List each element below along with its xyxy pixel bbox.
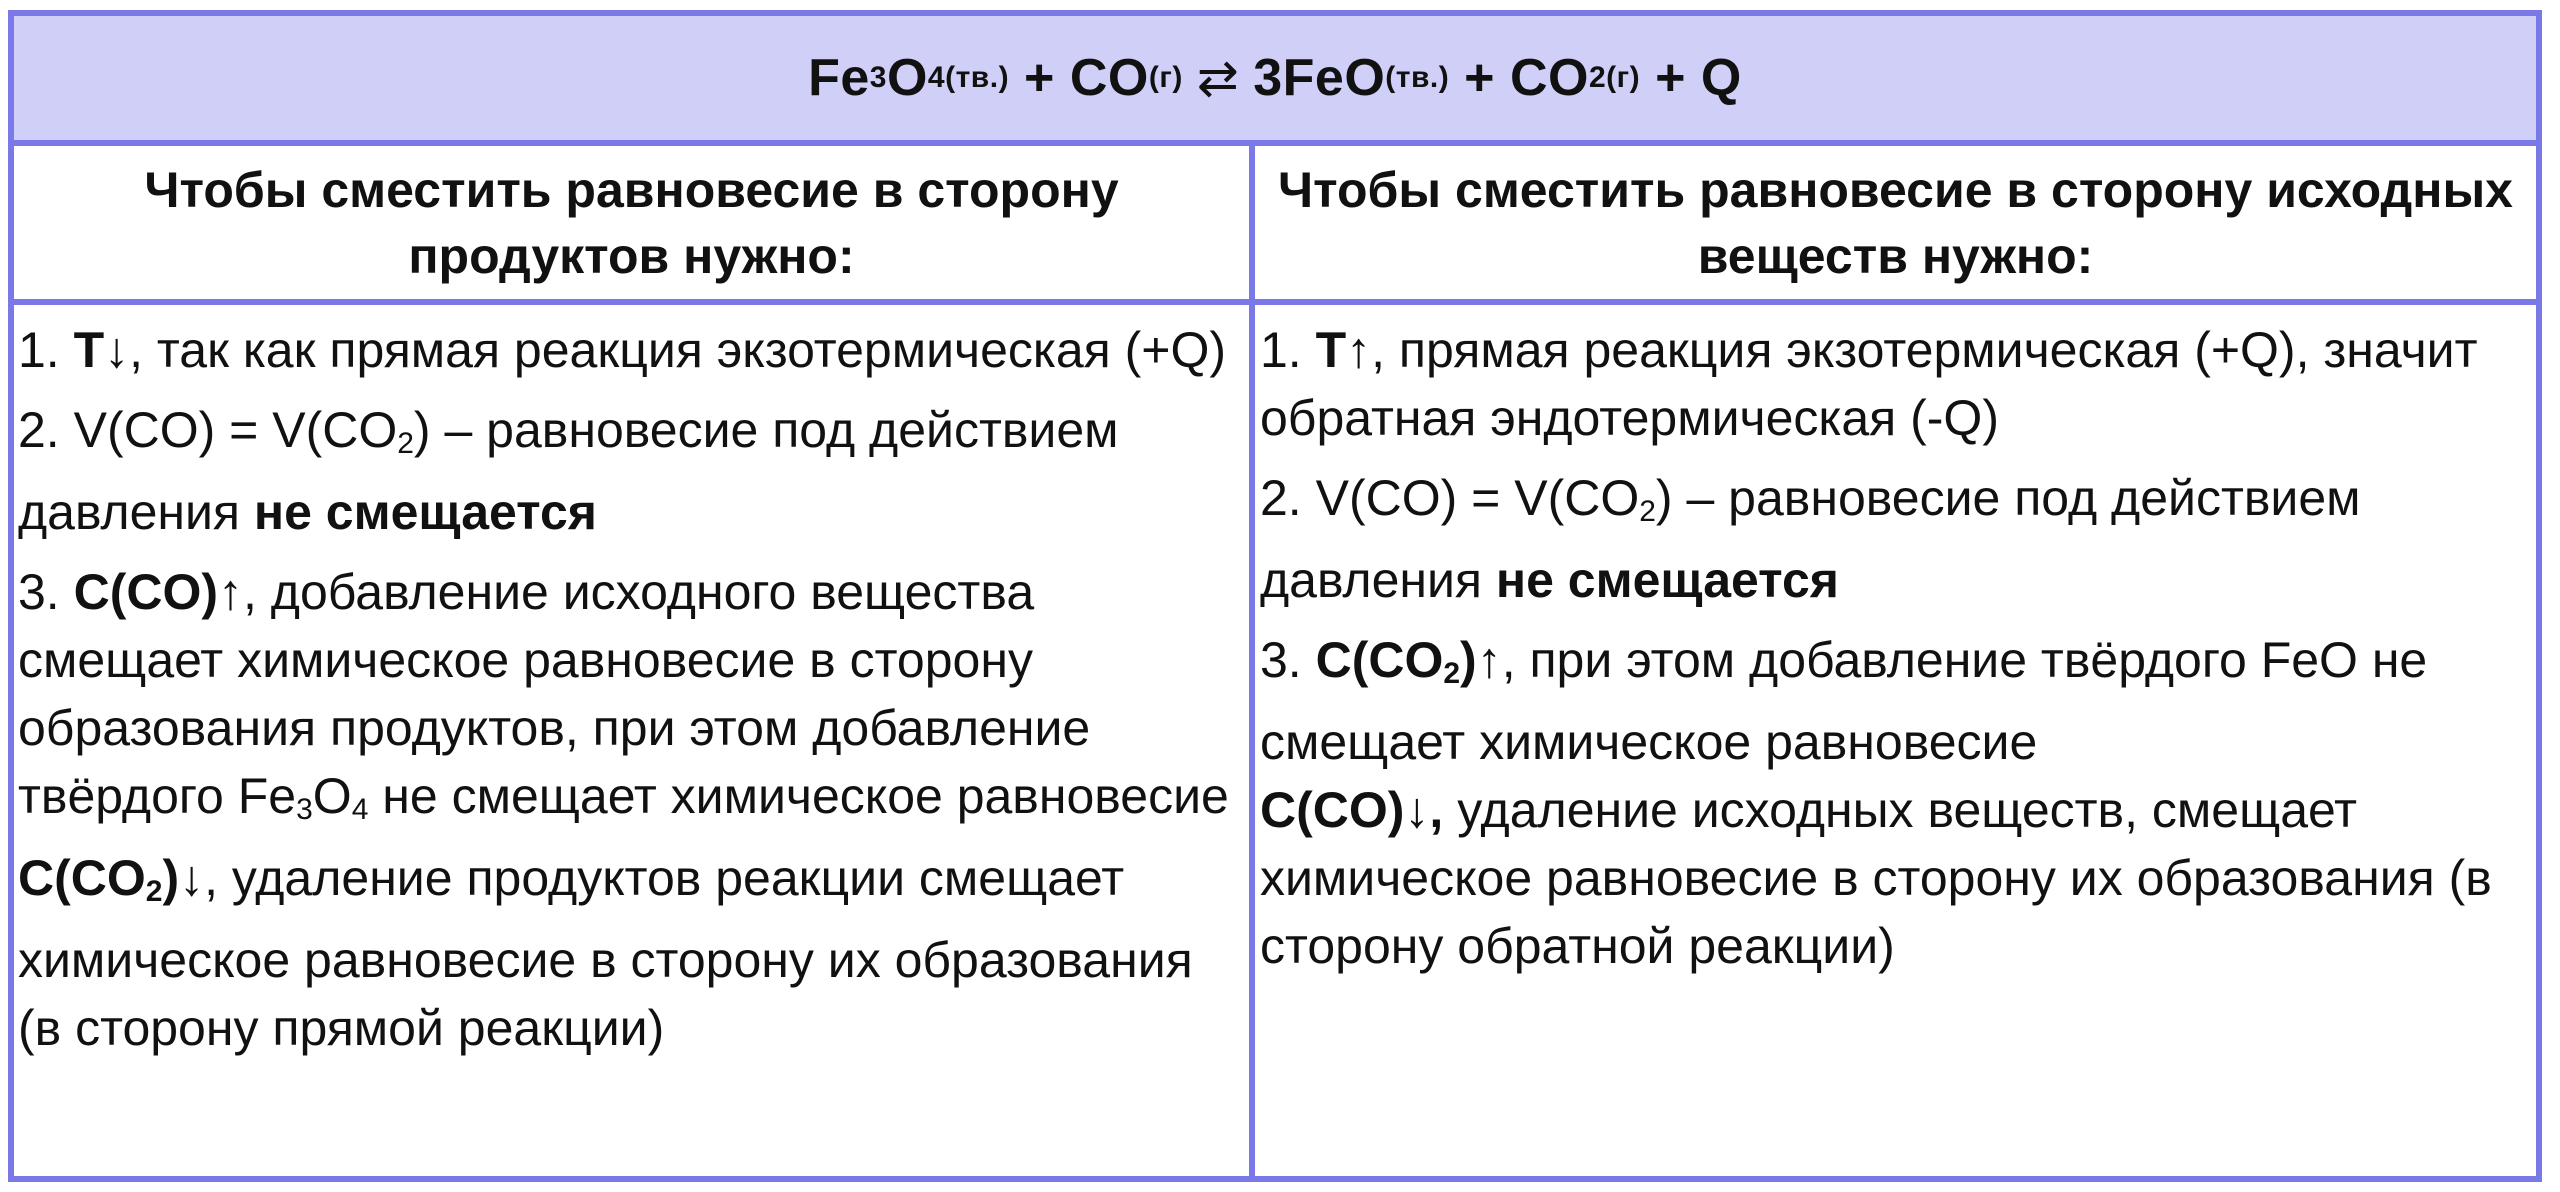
list-item [1260,776,2540,980]
equation-subscript: 4(тв.) [927,61,1010,94]
item-subscript: 3 [296,793,313,826]
item-text: , добавление исходного вещества смещает химическое равновесие в сторону образования продуктов, при этом добавление твёрдого Fe [18,564,1091,824]
equilibrium-table [8,10,2542,1182]
item-key: C(CO)↓, [1260,782,1444,838]
left-column-heading: Чтобы сместить равновесие в сторону продуктов нужно: [144,161,1119,284]
equation-subscript: 2(г) [1589,61,1641,94]
item-text: не смещает химическое равновесие [368,768,1229,824]
item-text: , при этом добавление твёрдого FeO не смещает химическое равновесие [1260,632,2428,770]
item-text: O [312,768,352,824]
item-text: ) – равновесие под действием давления [18,402,1119,540]
list-item [18,396,1246,546]
item-key: ) [162,850,180,906]
item-key: C(CO [18,850,146,906]
item-text: , удаление продуктов реакции смещает химическое равновесие в сторону их образования (в сторону прямой реакции) [18,850,1193,1056]
item-subscript: 2 [145,875,163,908]
item-text: удаление исходных веществ, смещает химическое равновесие в сторону их образования (в сторону обратной реакции) [1260,782,2492,974]
item-key: C(CO [1315,632,1444,688]
item-key: не смещается [1495,552,1839,608]
list-item [18,558,1246,844]
item-key: ) [1460,632,1477,688]
right-column-heading: Чтобы сместить равновесие в сторону исходных веществ нужно: [1278,161,2513,284]
item-number: 3. [18,564,74,620]
up-arrow-icon: ↑ [1346,322,1372,378]
item-subscript: 2 [397,427,414,460]
row-divider [14,299,2536,305]
down-arrow-icon: ↓ [179,850,205,906]
item-key: C(CO)↑ [73,564,244,620]
item-text: , так как прямая реакция экзотермическая (+Q) [129,322,1227,378]
equation-subscript: 3 [869,61,887,94]
equation-part: + CO [1009,49,1149,107]
reaction-equation [14,16,2536,146]
up-arrow-icon: ↑ [1476,632,1502,688]
equilibrium-arrow-icon: ⇄ [1196,50,1240,106]
item-key: T [1315,322,1347,378]
item-text: ) – равновесие под действием давления [1260,470,2361,608]
equation-part: + Q [1640,49,1742,107]
list-item [1260,316,2540,452]
equation-part: 3FeO [1253,49,1386,107]
list-item [1260,464,2540,614]
item-text: 2. V(CO) = V(CO [1260,470,1640,526]
list-item [1260,626,2540,776]
equation-part: Fe [808,49,870,107]
equation-part: O [886,49,928,107]
equation-part: + CO [1449,49,1589,107]
left-column-content [18,316,1246,1074]
item-text: 2. V(CO) = V(CO [18,402,398,458]
item-number: 1. [1260,322,1316,378]
right-column-content [1260,316,2540,992]
item-subscript: 2 [1443,657,1461,690]
item-subscript: 4 [351,793,369,826]
item-number: 1. [18,322,74,378]
equation-subscript: (г) [1148,61,1183,94]
item-key: не смещается [253,484,597,540]
item-key: T↓ [73,322,130,378]
item-text: , прямая реакция экзотермическая (+Q), значит обратная эндотермическая (-Q) [1260,322,2478,446]
list-item [18,844,1246,1062]
list-item [18,316,1246,384]
item-number: 3. [1260,632,1316,688]
item-subscript: 2 [1639,495,1656,528]
equation-subscript: (тв.) [1385,61,1450,94]
